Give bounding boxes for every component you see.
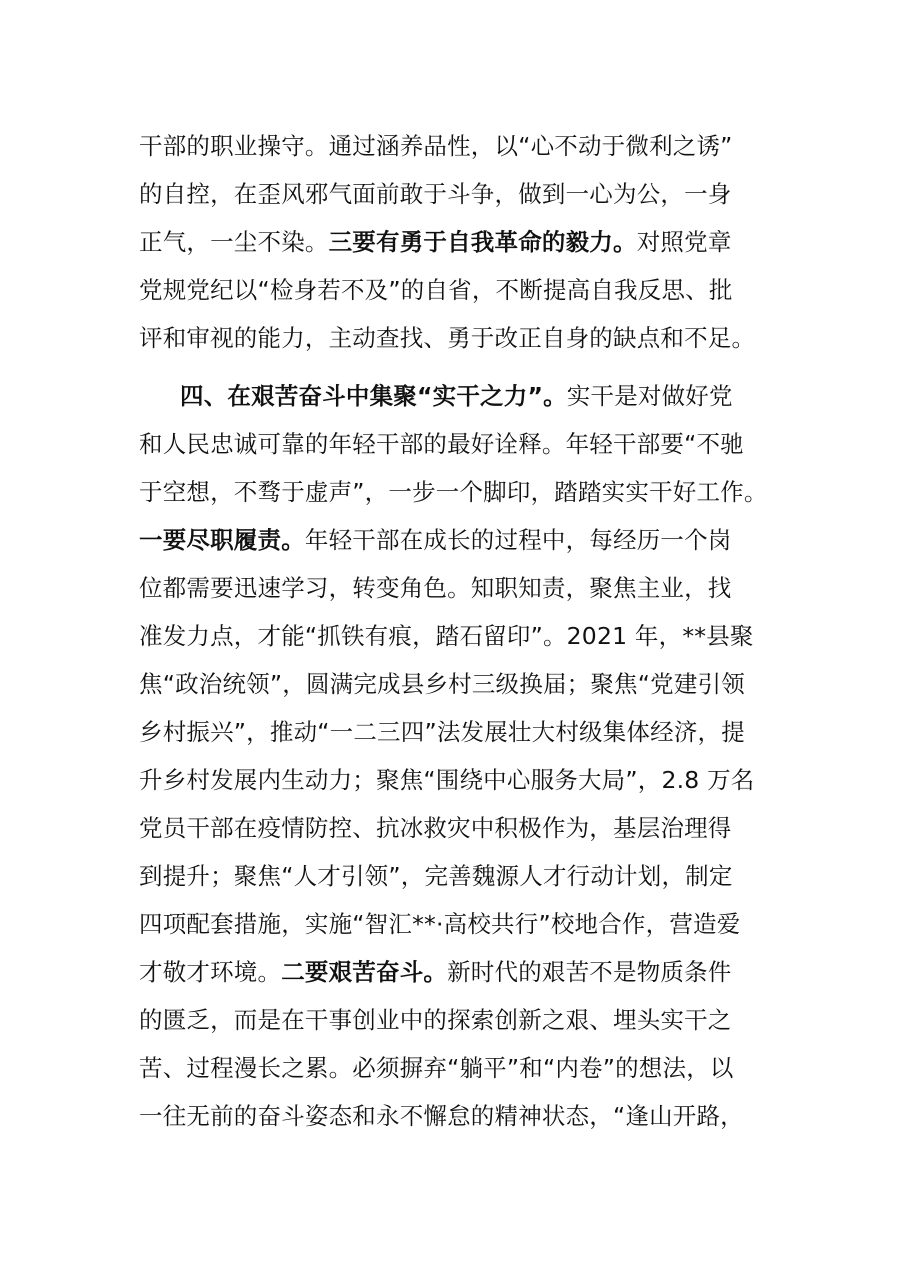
text-run: 实干是对做好党	[566, 382, 733, 410]
text-line	[139, 612, 771, 660]
text-line	[139, 756, 771, 804]
text-line	[139, 170, 771, 218]
text-run: 一往无前的奋斗姿态和永不懈怠的精神状态，“逢山开路，	[139, 1102, 744, 1130]
text-line	[139, 708, 771, 756]
text-run: 才敬才环境。	[139, 958, 282, 986]
section-heading: 四、在艰苦奋斗中集聚“实干之力”。	[180, 382, 567, 410]
text-line	[139, 1092, 771, 1140]
text-line	[139, 852, 771, 900]
text-run: 于空想，不骛于虚声”，一步一个脚印，踏踏实实干好工作。	[139, 478, 768, 506]
text-run: 焦“政治统领”，圆满完成县乡村三级换届；聚焦“党建引领	[139, 670, 745, 698]
text-run: 评和审视的能力，主动查找、勇于改正自身的缺点和不足。	[139, 324, 756, 352]
text-line	[139, 996, 771, 1044]
text-line	[139, 516, 771, 564]
bold-heading-run: 二要艰苦奋斗。	[281, 958, 448, 986]
text-run: 新时代的艰苦不是物质条件	[447, 958, 732, 986]
text-line	[139, 564, 771, 612]
text-run: 正气，一尘不染。	[139, 228, 329, 256]
text-line	[139, 948, 771, 996]
section-heading-line	[180, 372, 771, 420]
text-run: 的匮乏，而是在干事创业中的探索创新之艰、埋头实干之	[139, 1006, 732, 1034]
text-run: 位都需要迅速学习，转变角色。知职知责，聚焦主业，找	[139, 574, 732, 602]
bold-heading-run: 三要有勇于自我革命的毅力。	[328, 228, 637, 256]
text-run: 苦、过程漫长之累。必须摒弃“躺平”和“内卷”的想法，以	[139, 1054, 734, 1082]
text-run: 准发力点，才能“抓铁有痕，踏石留印”。2021 年，**县聚	[139, 622, 754, 650]
text-line	[139, 122, 771, 170]
text-line	[139, 804, 771, 852]
text-run: 年轻干部在成长的过程中，每经历一个岗	[304, 526, 732, 554]
text-line	[139, 660, 771, 708]
text-run: 乡村振兴”，推动“一二三四”法发展壮大村级集体经济，提	[139, 718, 745, 746]
text-line	[139, 900, 771, 948]
text-run: 对照党章	[636, 228, 732, 256]
text-line	[139, 468, 771, 516]
text-run: 党员干部在疫情防控、抗冰救灾中积极作为，基层治理得	[139, 814, 732, 842]
text-run: 升乡村发展内生动力；聚焦“围绕中心服务大局”，2.8 万名	[139, 766, 755, 794]
text-line	[139, 314, 771, 362]
text-line	[139, 420, 771, 468]
text-run: 的自控，在歪风邪气面前敢于斗争，做到一心为公，一身	[139, 180, 732, 208]
bold-heading-run: 一要尽职履责。	[139, 526, 305, 554]
text-line	[139, 218, 771, 266]
text-run: 党规党纪以“检身若不及”的自省，不断提高自我反思、批	[139, 276, 733, 304]
text-line	[139, 266, 771, 314]
text-run: 四项配套措施，实施“智汇**·高校共行”校地合作，营造爱	[139, 910, 741, 938]
text-line	[139, 1044, 771, 1092]
text-run: 到提升；聚焦“人才引领”，完善魏源人才行动计划，制定	[139, 862, 733, 890]
text-run: 干部的职业操守。通过涵养品性，以“心不动于微利之诱”	[139, 132, 733, 160]
text-run: 和人民忠诚可靠的年轻干部的最好诠释。年轻干部要“不驰	[139, 430, 744, 458]
